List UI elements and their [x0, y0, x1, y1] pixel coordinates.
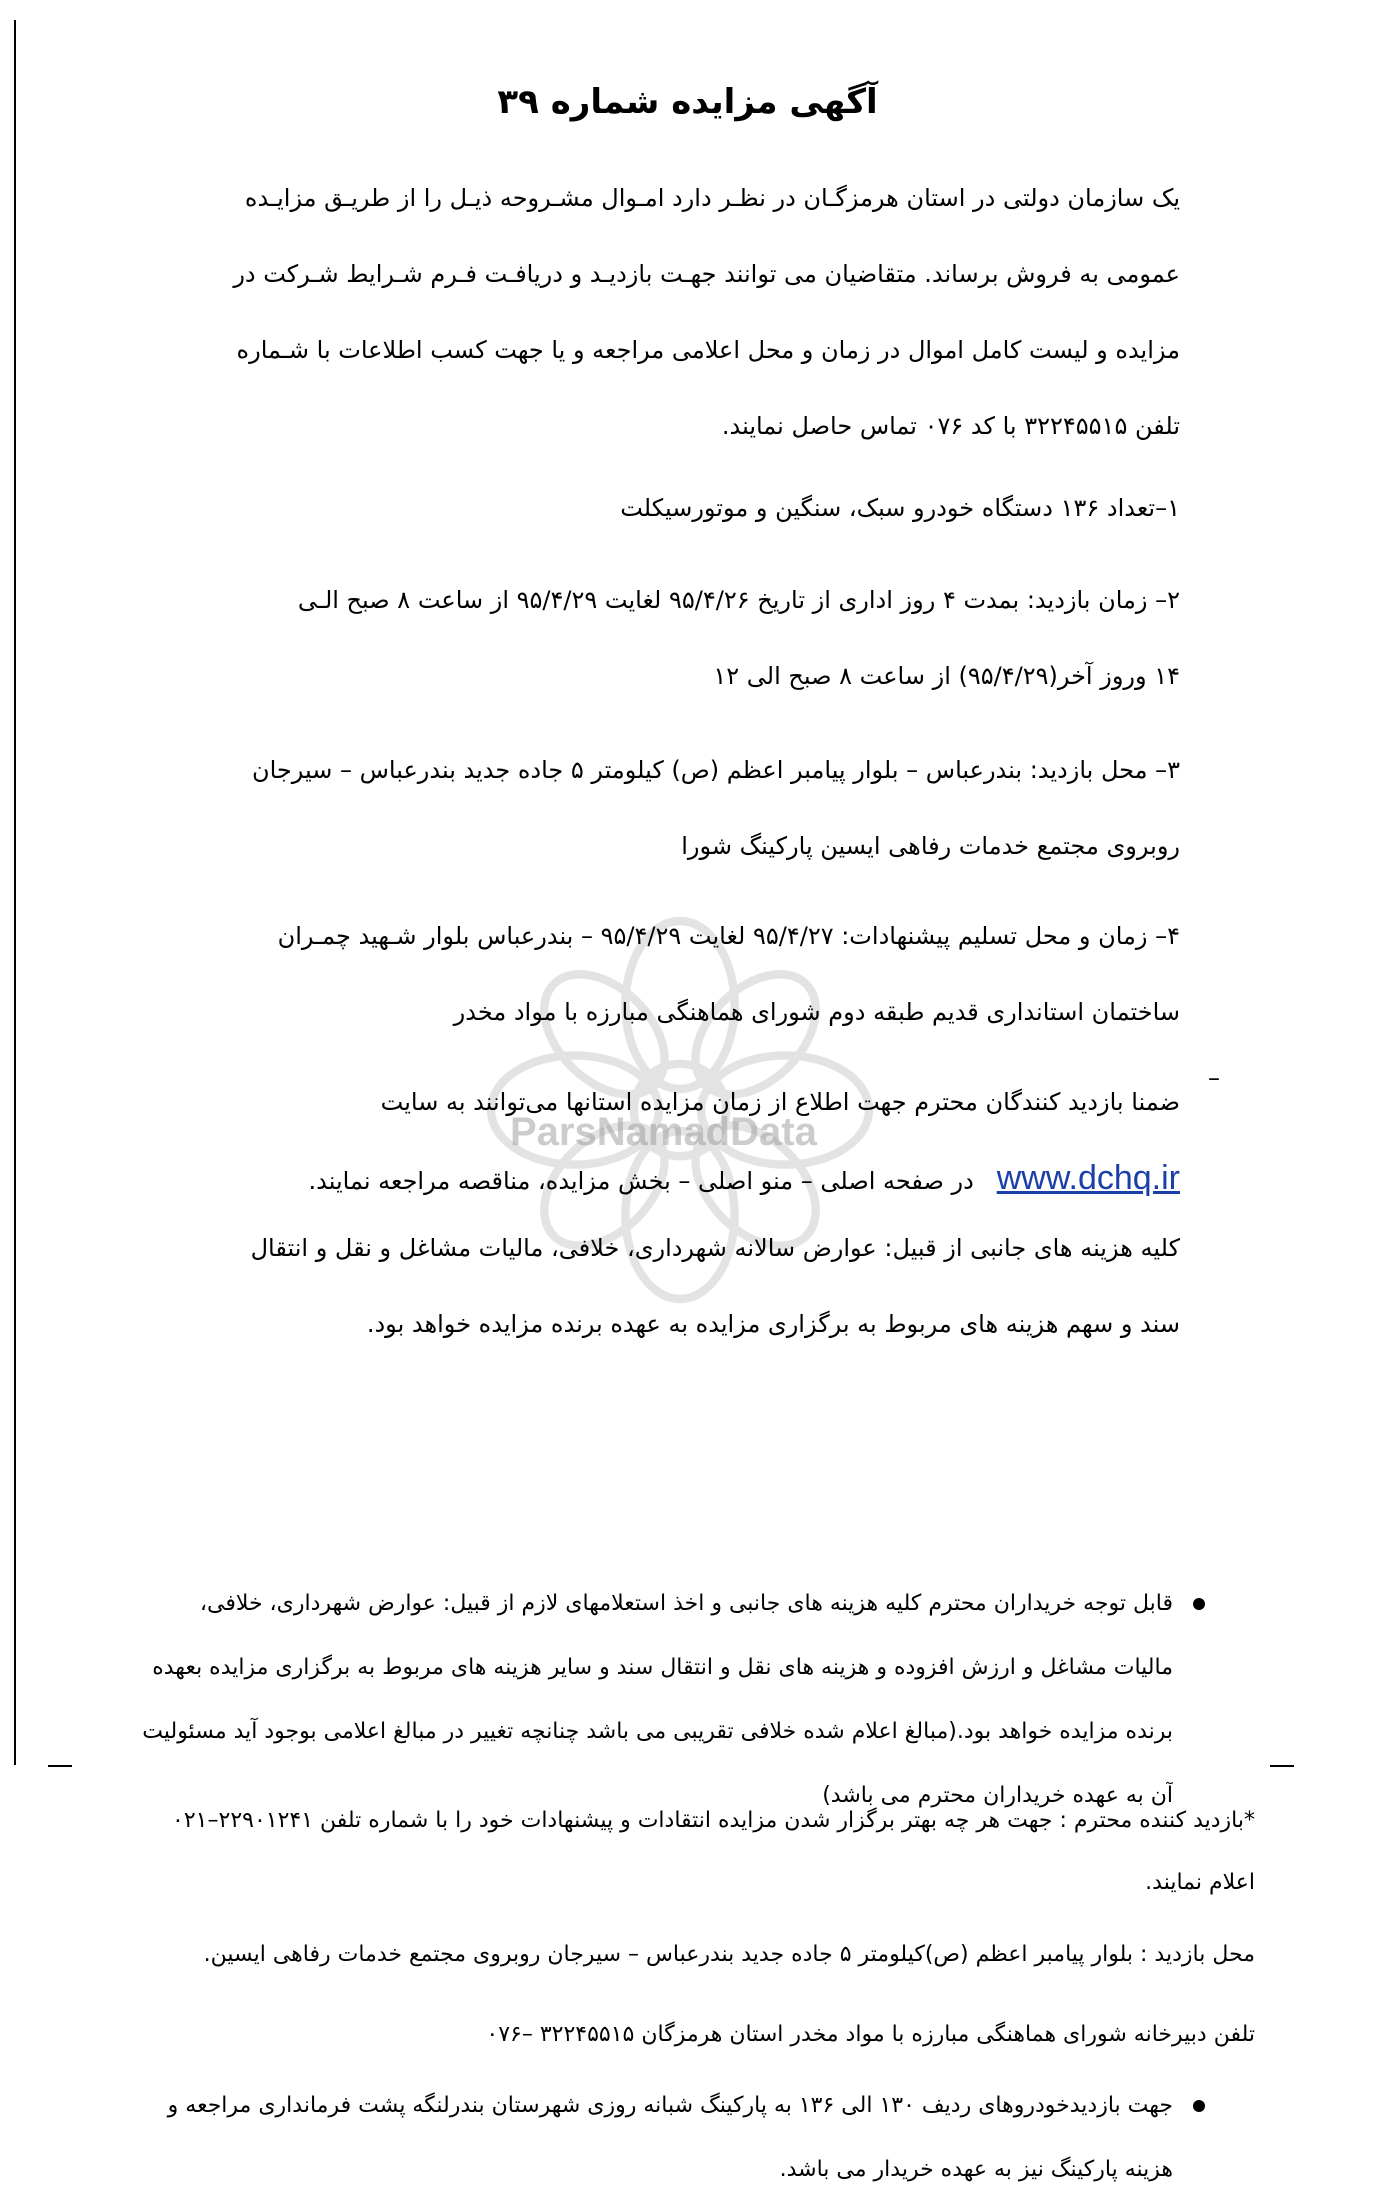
- bullet-line: مالیات مشاغل و ارزش افزوده و هزینه های نقل و انتقال سند و سایر هزینه های مربوط به برگزاری مزایده بعهده: [152, 1655, 1173, 1680]
- footer-line: تلفن دبیرخانه شورای هماهنگی مبارزه با مواد مخدر استان هرمزگان ۳۲۲۴۵۵۱۵ –۰۷۶: [486, 2022, 1255, 2047]
- footer-location: [60, 1924, 1255, 1986]
- intro-line: مزایده و لیست کامل اموال در زمان و محل اعلامی مراجعه و یا جهت کسب اطلاعات با شـماره: [236, 336, 1180, 364]
- bullet-line: جهت بازدیدخودروهای ردیف ۱۳۰ الی ۱۳۶ به پارکینگ شبانه روزی شهرستان بندرلنگه پشت فرمانداری مراجعه و: [167, 2093, 1173, 2118]
- bullet-line: هزینه پارکینگ نیز به عهده خریدار می باشد.: [779, 2157, 1173, 2182]
- bullet-line: قابل توجه خریداران محترم کلیه هزینه های جانبی و اخذ استعلامهای لازم از قبیل: عوارض شهرداری، خلافی،: [199, 1591, 1173, 1616]
- footer-phone: [60, 2004, 1255, 2066]
- item-2-line: ۱۴ وروز آخر(۹۵/۴/۲۹) از ساعت ۸ صبح الی ۱۲: [713, 662, 1180, 690]
- item-1-line: ۱–تعداد ۱۳۶ دستگاه خودرو سبک، سنگین و موتورسیکلت: [620, 494, 1180, 522]
- item-4-line: ساختمان استانداری قدیم طبقه دوم شورای هماهنگی مبارزه با مواد مخدر: [453, 998, 1180, 1026]
- footer-line: محل بازدید : بلوار پیامبر اعظم (ص)کیلومتر ۵ جاده جدید بندرعباس – سیرجان روبروی مجتمع خدمات رفاهی ایسین.: [203, 1942, 1255, 1967]
- bullet-line: برنده مزایده خواهد بود.(مبالغ اعلام شده خلافی تقریبی می باشد چنانچه تغییر در مبالغ اعلامی بوجود آید مسئولیت: [142, 1719, 1173, 1744]
- footer-feedback: [60, 1790, 1255, 1914]
- footer-line: *بازدید کننده محترم : جهت هر چه بهتر برگزار شدن مزایده انتقادات و پیشنهادات خود را با شماره تلفن ۲۲۹۰۱۲۴۱–۰۲۱: [172, 1808, 1255, 1833]
- intro-paragraph: [150, 160, 1180, 464]
- item-2: [150, 562, 1180, 714]
- intro-line: عمومی به فروش برساند. متقاضیان می توانند جهـت بازدیـد و دریافـت فـرم شـرایط شـرکت در: [233, 260, 1180, 288]
- item-4-line: ۴– زمان و محل تسلیم پیشنهادات: ۹۵/۴/۲۷ لغایت ۹۵/۴/۲۹ – بندرعباس بلوار شـهید چمـران: [277, 922, 1180, 950]
- footer-line: اعلام نمایند.: [1145, 1870, 1255, 1895]
- costs-line: سند و سهم هزینه های مربوط به برگزاری مزایده به عهده برنده مزایده خواهد بود.: [366, 1310, 1180, 1338]
- bullet-dot-icon: [1193, 2100, 1205, 2112]
- bullet-dot-icon: [1193, 1598, 1205, 1610]
- note-line: ضمنا بازدید کنندگان محترم جهت اطلاع از زمان مزایده استانها می‌توانند به سایت: [380, 1088, 1180, 1116]
- costs-line: کلیه هزینه های جانبی از قبیل: عوارض سالانه شهرداری، خلافی، مالیات مشاغل و نقل و انتقال: [250, 1234, 1180, 1262]
- page-title: آگهی مزایده شماره ۳۹: [497, 82, 878, 122]
- item-4: [150, 898, 1180, 1050]
- intro-line: یک سازمان دولتی در استان هرمزگـان در نظـر دارد امـوال مشـروحه ذیـل را از طریـق مزایـده: [244, 184, 1180, 212]
- item-3-line: روبروی مجتمع خدمات رفاهی ایسین پارکینگ شورا: [681, 832, 1180, 860]
- costs-paragraph: [150, 1210, 1180, 1362]
- item-3: [150, 732, 1180, 884]
- item-1: [150, 470, 1180, 546]
- watermark-text: ParsNamadData: [510, 1110, 817, 1154]
- website-link[interactable]: www.dchq.ir: [996, 1159, 1180, 1197]
- intro-line: تلفن ۳۲۲۴۵۵۱۵ با کد ۰۷۶ تماس حاصل نمایند.: [721, 412, 1180, 440]
- bullet-line: آن به عهده خریداران محترم می باشد): [822, 1783, 1173, 1808]
- right-rule-mark: [1270, 1765, 1294, 1767]
- left-rule-mark: [48, 1765, 72, 1767]
- note-dash: –: [1208, 1064, 1220, 1092]
- left-border-line: [14, 20, 16, 1765]
- note-line-2: [150, 1140, 1180, 1216]
- item-3-line: ۳– محل بازدید: بندرعباس – بلوار پیامبر اعظم (ص) کیلومتر ۵ جاده جدید بندرعباس – سیرجان: [251, 756, 1180, 784]
- website-note: [150, 1064, 1220, 1216]
- bullet-item-2: [88, 2074, 1173, 2202]
- note-line-2-text: در صفحه اصلی – منو اصلی – بخش مزایده، مناقصه مراجعه نمایند.: [308, 1167, 974, 1195]
- item-2-line: ۲– زمان بازدید: بمدت ۴ روز اداری از تاریخ ۹۵/۴/۲۶ لغایت ۹۵/۴/۲۹ از ساعت ۸ صبح الـی: [297, 586, 1180, 614]
